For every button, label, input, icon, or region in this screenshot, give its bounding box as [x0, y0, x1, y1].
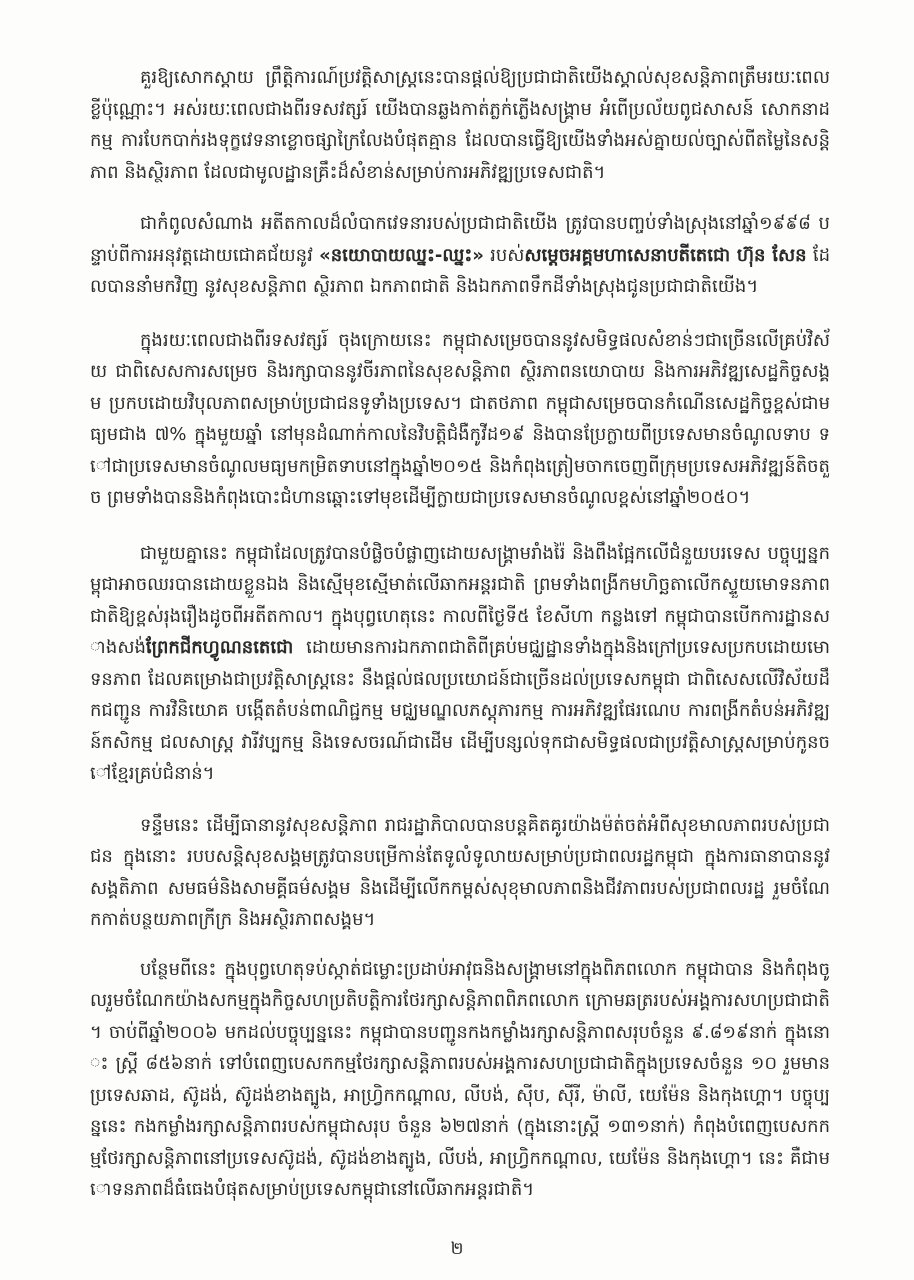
paragraph-5-text: ទន្ទឹមនេះ ដើម្បីធានានូវសុខសន្តិភាព រាជរដ្ឋាភិបាលបានបន្តគិតគូរយ៉ាងម៉ត់ចត់អំពីសុខមាលភាពរបស់ប្រជាជន ក្នុងនោះ របបសន្តិសុខសង្គមត្រូវបានបម្រើកាន់តែទូលំទូលាយសម្រាប់ប្រជាពលរដ្ឋកម្ពុជា ក្នុងការធានាបាននូវសង្គតិភាព សមធម៌និងសាមគ្គីធម៌សង្គម និងដើម្បីលើកកម្ពស់សុខុមាលភាពនិងជីវភាពរបស់ប្រជាពលរដ្ឋ រួមចំណែកកាត់បន្ថយភាពក្រីក្រ និងអស្ថិរភាពសង្គម។ [90, 814, 830, 930]
paragraph-2-text-c: ដែលបាននាំមកវិញ នូវសុខសន្តិភាព ស្ថិរភាព ឯកភាពជាតិ និងឯកភាពទឹកដីទាំងស្រុងជូនប្រជាជាតិយើង។ [90, 244, 830, 297]
page-number: ២ [450, 1239, 464, 1259]
policy-name-bold: «នយោបាយឈ្នះ-ឈ្នះ» [319, 244, 484, 266]
paragraph-3-text: ក្នុងរយៈពេលជាងពីរទសវត្សរ៍ ចុងក្រោយនេះ កម្ពុជាសម្រេចបាននូវសមិទ្ធផលសំខាន់ៗជាច្រើនលើគ្រប់វិស័យ ជាពិសេសការសម្រេច និងរក្សាបាននូវចីរភាពនៃសុខសន្តិភាព ស្ថិរភាពនយោបាយ និងការអភិវឌ្ឍសេដ្ឋកិច្ចសង្គម ប្រកបដោយវិបុលភាពសម្រាប់ប្រជាជនទូទាំងប្រទេស។ ជាតថភាព កម្ពុជាសម្រេចបានកំណើនសេដ្ឋកិច្ចខ្ពស់ជាមធ្យមជាង ៧% ក្នុងមួយឆ្នាំ នៅមុនដំណាក់កាលនៃវិបត្តិជំងឺកូវីដ១៩ និងបានប្រែក្លាយពីប្រទេសមានចំណូលទាប ទៅជាប្រទេសមានចំណូលមធ្យមកម្រិតទាបនៅក្នុងឆ្នាំ២០១៥ និងកំពុងត្រៀមចាកចេញពីក្រុមប្រទេសអភិវឌ្ឍន៍តិចតួច ព្រមទាំងបាននិងកំពុងបោះជំហានឆ្ពោះទៅមុខដើម្បីក្លាយជាប្រទេសមានចំណូលខ្ពស់នៅឆ្នាំ២០៥០។ [90, 329, 830, 508]
paragraph-4-text-a: ជាមួយគ្នានេះ កម្ពុជាដែលត្រូវបានបំផ្លិចបំផ្លាញដោយសង្គ្រាមរាំងរ៉ៃ និងពឹងផ្អែកលើជំនួយបរទេស បច្ចុប្បន្នកម្ពុជាអាចឈរបានដោយខ្លួនឯង និងស្មើមុខស្មើមាត់លើឆាកអន្តរជាតិ ព្រមទាំងពង្រីកមហិច្ឆតាលើកស្ទួយមោទនភាពជាតិឱ្យខ្ពស់រុងរឿងដូចពីអតីតកាល។ ក្នុងបុព្វហេតុនេះ កាលពីថ្ងៃទី៥ ខែសីហា កន្លងទៅ កម្ពុជាបានបើកការដ្ឋានសាងសង់ [90, 542, 830, 658]
paragraph-3 [90, 325, 830, 514]
paragraph-2-text-b: របស់ [483, 244, 525, 266]
paragraph-2 [90, 208, 830, 303]
paragraph-2-text-a: ជាកំពូលសំណាង អតីតកាលដ៏លំបាកវេទនារបស់ប្រជាជាតិយើង ត្រូវបានបញ្ចប់ទាំងស្រុងនៅឆ្នាំ១៩៩៨ បន្ទាប់ពីការអនុវត្តដោយជោគជ័យនូវ [90, 213, 830, 266]
paragraph-6 [90, 954, 830, 1206]
document-body [90, 62, 830, 1226]
paragraph-1-text: គួរឱ្យសោកស្តាយ ព្រឹត្តិការណ៍ប្រវត្តិសាស្ត្រនេះបានផ្តល់ឱ្យប្រជាជាតិយើងស្គាល់សុខសន្តិភាពត្រឹមរយៈពេលខ្លីប៉ុណ្ណោះ។ អស់រយៈពេលជាងពីរទសវត្សរ៍ យើងបានឆ្លងកាត់ភ្លក់ភ្លើងសង្គ្រាម អំពើប្រល័យពូជសាសន៍ សោកនាដកម្ម ការបែកបាក់រងទុក្ខវេទនាខ្លោចផ្សាក្រៃលែងបំផុតគ្មាន ដែលបានធ្វើឱ្យយើងទាំងអស់គ្នាយល់ច្បាស់ពីតម្លៃនៃសន្តិភាព និងស្ថិរភាព ដែលជាមូលដ្ឋានគ្រឹះដ៏សំខាន់សម្រាប់ការអភិវឌ្ឍប្រទេសជាតិ។ [90, 67, 830, 183]
canal-name-bold: ព្រែកជីកហ្វូណនតេជោ [145, 637, 294, 658]
paragraph-5 [90, 810, 830, 936]
leader-name-bold: សម្តេចអគ្គមហាសេនាបតីតេជោ ហ៊ុន សែន [524, 244, 807, 266]
paragraph-4 [90, 538, 830, 790]
paragraph-6-text: បន្ថែមពីនេះ ក្នុងបុព្វហេតុទប់ស្កាត់ជម្លោះប្រដាប់អាវុធនិងសង្គ្រាមនៅក្នុងពិភពលោក កម្ពុជាបាន និងកំពុងចូលរួមចំណែកយ៉ាងសកម្មក្នុងកិច្ចសហប្រតិបត្តិការថែរក្សាសន្តិភាពពិភពលោក ក្រោមឆត្ររបស់អង្គការសហប្រជាជាតិ។ ចាប់ពីឆ្នាំ២០០៦ មកដល់បច្ចុប្បន្ននេះ កម្ពុជាបានបញ្ជូនកងកម្លាំងរក្សាសន្តិភាពសរុបចំនួន ៩.៨១៩នាក់ ក្នុងនោះ ស្ត្រី ៨៥៦នាក់ ទៅបំពេញបេសកកម្មថែរក្សាសន្តិភាពរបស់អង្គការសហប្រជាជាតិក្នុងប្រទេសចំនួន ១០ រួមមាន ប្រទេសឆាដ, ស៊ូដង់, ស៊ូដង់ខាងត្បូង, អាហ្វ្រិកកណ្តាល, លីបង់, ស៊ីប, ស៊ីរី, ម៉ាលី, យេម៉ែន និងកុងហ្គោ។ បច្ចុប្បន្ននេះ កងកម្លាំងរក្សាសន្តិភាពរបស់កម្ពុជាសរុប ចំនួន ៦២៧នាក់ (ក្នុងនោះស្ត្រី ១៣១នាក់) កំពុងបំពេញបេសកកម្មថែរក្សាសន្តិភាពនៅប្រទេសស៊ូដង់, ស៊ូដង់ខាងត្បូង, លីបង់, អាហ្វ្រិកកណ្តាល, យេម៉ែន និងកុងហ្គោ។ នេះ គឺជាមោទនភាពដ៏ធំធេងបំផុតសម្រាប់ប្រទេសកម្ពុជានៅលើឆាកអន្តរជាតិ។ [90, 958, 831, 1200]
paragraph-4-text-b: ដោយមានការឯកភាពជាតិពីគ្រប់មជ្ឈដ្ឋានទាំងក្នុងនិងក្រៅប្រទេសប្រកបដោយមោទនភាព ដែលគម្រោងជាប្រវត្តិសាស្ត្រនេះ នឹងផ្តល់ផលប្រយោជន៍ជាច្រើនដល់ប្រទេសកម្ពុជា ជាពិសេសលើវិស័យដឹកជញ្ជូន ការវិនិយោគ បង្កើតតំបន់ពាណិជ្ជកម្ម មជ្ឈមណ្ឌលភស្តុភារកម្ម ការអភិវឌ្ឍផែរណេប ការពង្រីកតំបន់អភិវឌ្ឍន៍កសិកម្ម ជលសាស្ត្រ វារីវប្បកម្ម និងទេសចរណ៍ជាដើម ដើម្បីបន្សល់ទុកជាសមិទ្ធផលជាប្រវត្តិសាស្ត្រសម្រាប់កូនចៅខ្មែរគ្រប់ជំនាន់។ [90, 637, 830, 784]
paragraph-1 [90, 62, 830, 188]
